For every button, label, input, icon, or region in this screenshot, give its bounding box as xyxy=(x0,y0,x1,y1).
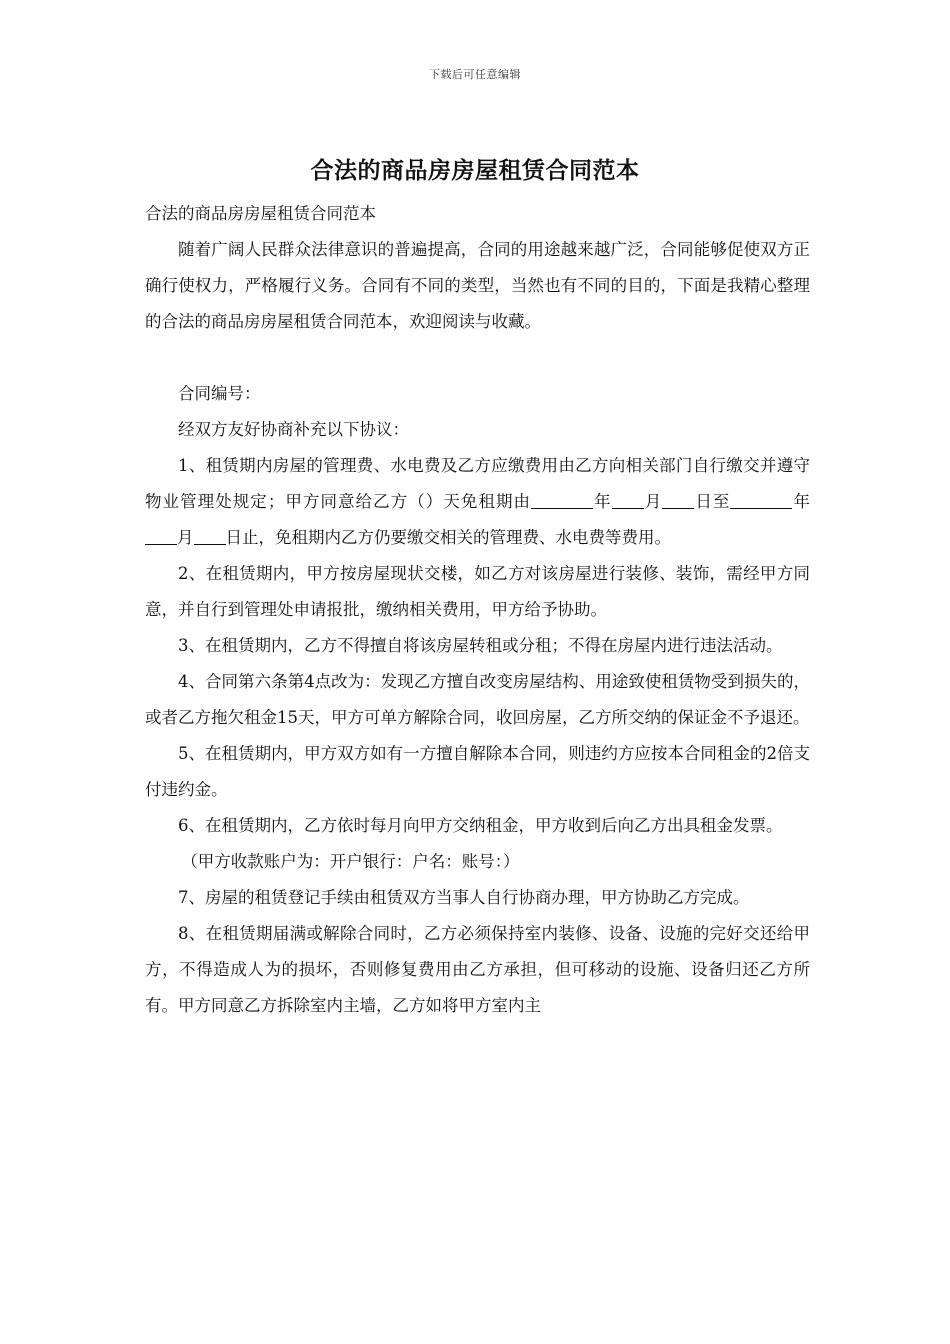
contract-number-label: 合同编号： xyxy=(178,384,261,403)
header-note: 下载后可任意编辑 xyxy=(429,68,521,81)
document-title: 合法的商品房房屋租赁合同范本 xyxy=(310,157,640,184)
clause-1-part2: 日止，免租期内乙方仍要缴交相关的管理费、水电费等费用。 xyxy=(225,528,671,547)
clause-1-year1: 年 xyxy=(593,492,612,511)
clause-1-part1: 1、租赁期内房屋的管理费、水电费及乙方应缴费用由乙方向相关部门自行缴交并遵守物业管理处规定；甲方同意给乙方（）天免租期由 xyxy=(145,456,810,511)
clause-1-month1: 月 xyxy=(643,492,663,511)
clause-5: 5、在租赁期内，甲方双方如有一方擅自解除本合同，则违约方应按本合同租金的2倍支付违约金。 xyxy=(145,744,810,799)
clause-6: 6、在租赁期内，乙方依时每月向甲方交纳租金，甲方收到后向乙方出具租金发票。 xyxy=(178,816,783,835)
blank-line xyxy=(730,492,792,510)
clause-2: 2、在租赁期内，甲方按房屋现状交楼，如乙方对该房屋进行装修、装饰，需经甲方同意，并自行到管理处申请报批，缴纳相关费用，甲方给予协助。 xyxy=(145,564,810,619)
blank-line xyxy=(662,492,694,510)
intro-paragraph: 随着广阔人民群众法律意识的普遍提高，合同的用途越来越广泛，合同能够促使双方正确行使权力，严格履行义务。合同有不同的类型，当然也有不同的目的，下面是我精心整理的合法的商品房房屋租赁合同范本，欢迎阅读与收藏。 xyxy=(145,240,810,331)
clause-7: 7、房屋的租赁登记手续由租赁双方当事人自行协商办理，甲方协助乙方完成。 xyxy=(178,888,750,907)
blank-line xyxy=(531,492,593,510)
clause-1 xyxy=(145,448,810,556)
agreement-intro: 经双方友好协商补充以下协议： xyxy=(178,420,409,439)
blank-line xyxy=(145,528,177,546)
account-info: （甲方收款账户为：开户银行：户名：账号：） xyxy=(181,852,520,871)
blank-line xyxy=(194,528,226,546)
clause-1-day1: 日至 xyxy=(694,492,731,511)
document-body xyxy=(145,196,810,1024)
document-subtitle: 合法的商品房房屋租赁合同范本 xyxy=(145,204,376,223)
clause-1-year2: 年 xyxy=(792,492,811,511)
blank-line xyxy=(612,492,644,510)
clause-3: 3、在租赁期内，乙方不得擅自将该房屋转租或分租；不得在房屋内进行违法活动。 xyxy=(178,636,783,655)
clause-4: 4、合同第六条第4点改为：发现乙方擅自改变房屋结构、用途致使租赁物受到损失的，或者乙方拖欠租金15天，甲方可单方解除合同，收回房屋，乙方所交纳的保证金不予退还。 xyxy=(145,672,810,727)
clause-1-month2: 月 xyxy=(177,528,194,547)
clause-8: 8、在租赁期届满或解除合同时，乙方必须保持室内装修、设备、设施的完好交还给甲方，不得造成人为的损坏，否则修复费用由乙方承担，但可移动的设施、设备归还乙方所有。甲方同意乙方拆除室内主墙，乙方如将甲方室内主 xyxy=(145,924,810,1015)
paragraph-gap xyxy=(145,340,810,376)
